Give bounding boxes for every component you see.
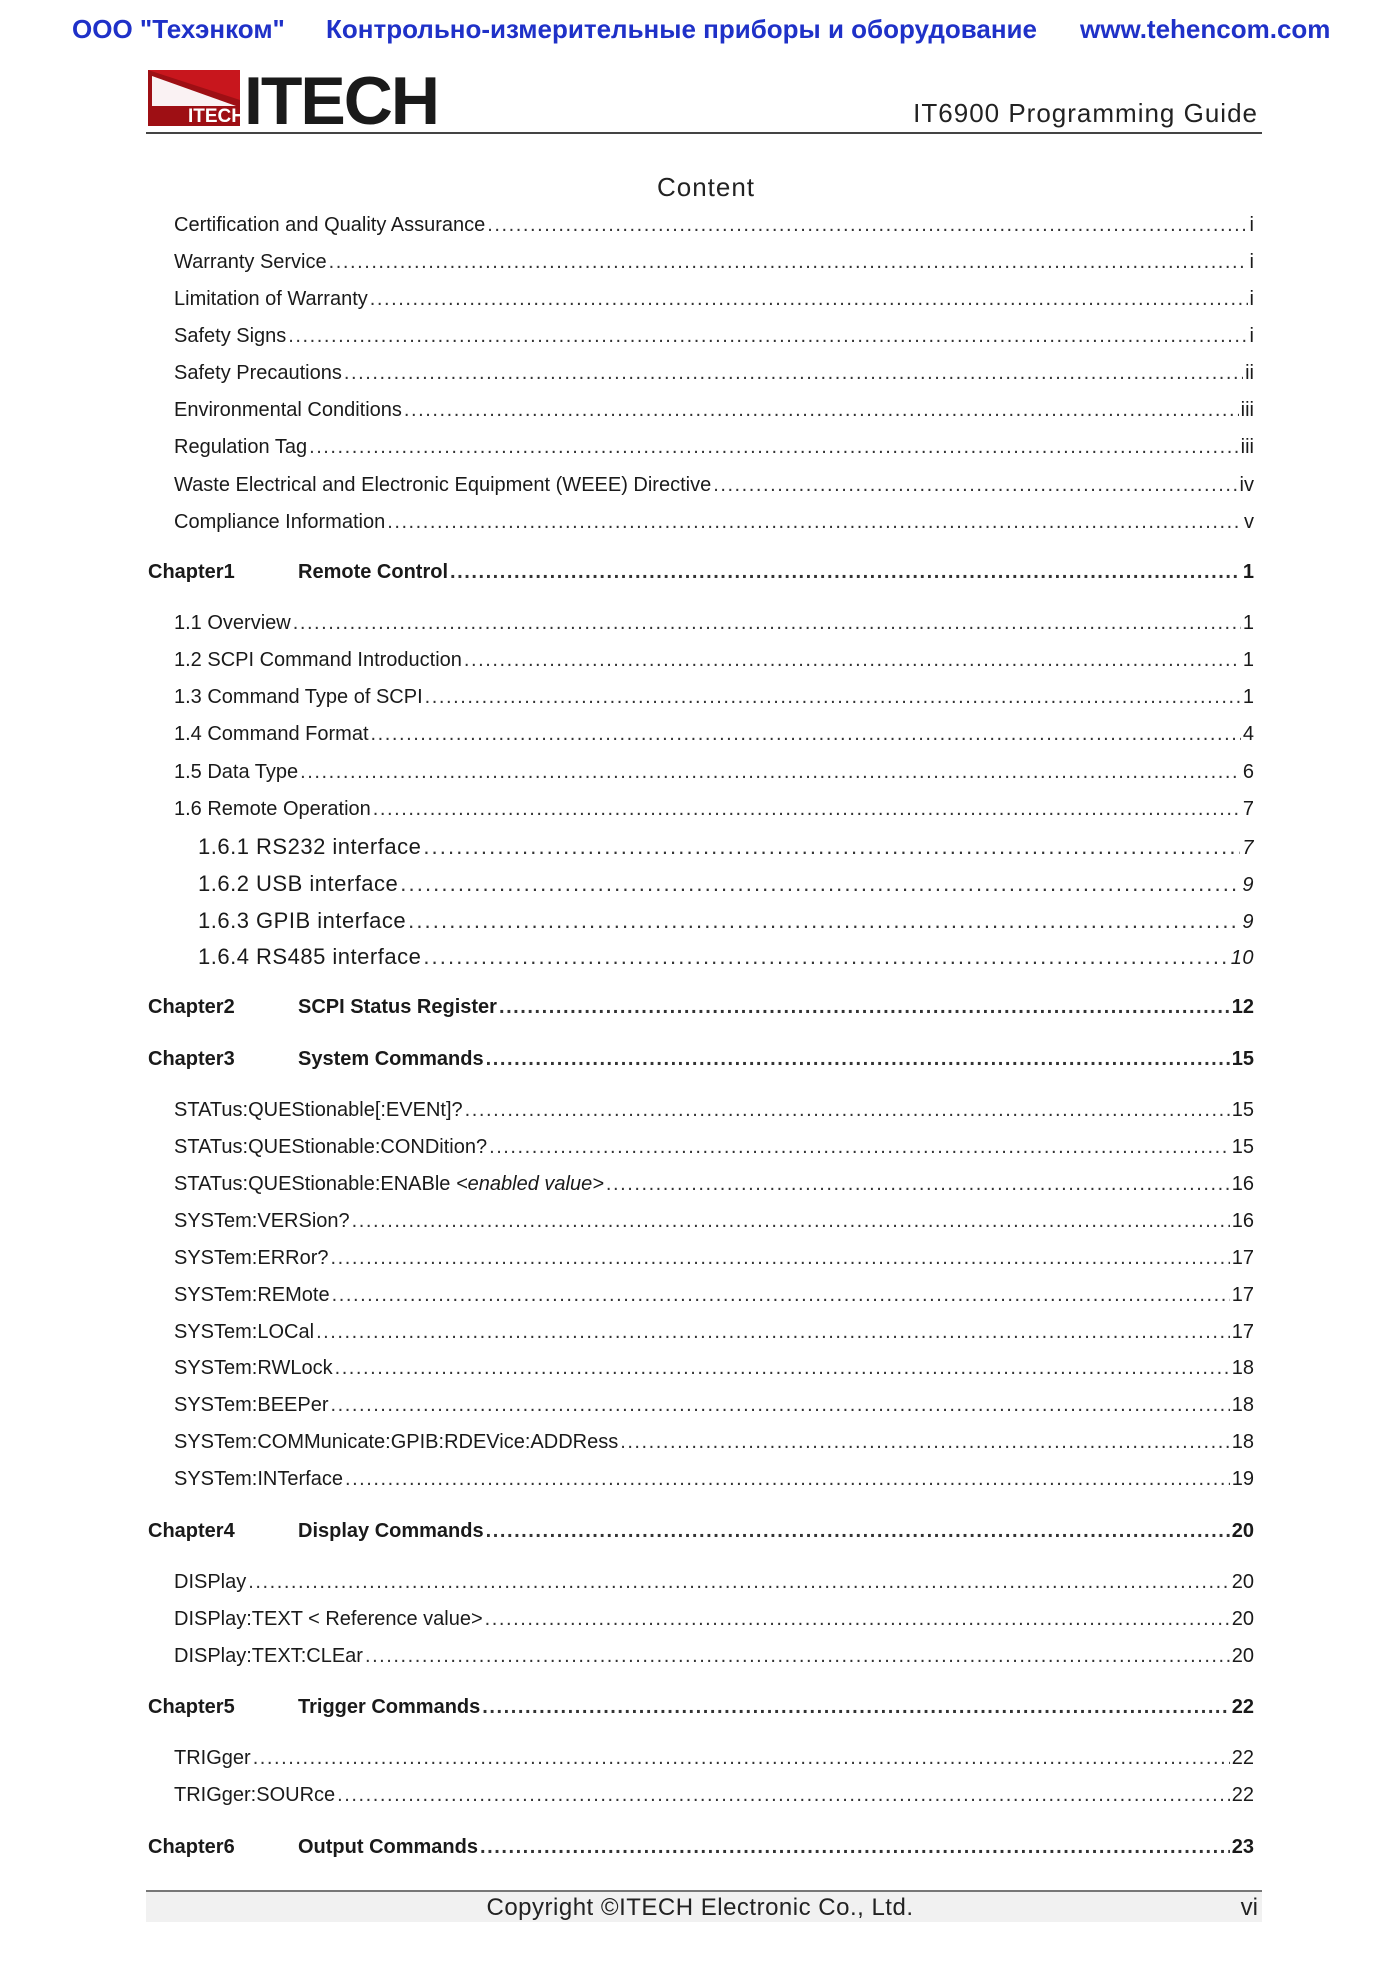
toc-label (198, 908, 406, 934)
toc-label (198, 871, 398, 897)
toc-label (174, 1608, 483, 1631)
dot-leader (331, 1394, 1230, 1417)
copyright: Copyright ©ITECH Electronic Co., Ltd. (486, 1894, 914, 1921)
toc-title-parameter: <enabled value> (455, 1173, 604, 1195)
toc-title: Warranty Service (174, 251, 327, 273)
toc-title: 1.1 Overview (174, 612, 291, 634)
toc-label (148, 561, 448, 584)
toc-page-number: 10 (1230, 947, 1254, 969)
toc-entry[interactable] (174, 1321, 1254, 1344)
toc-label (174, 761, 298, 784)
dot-leader (370, 288, 1248, 311)
toc-entry[interactable] (174, 798, 1254, 821)
toc-page-number: v (1244, 511, 1254, 533)
toc-label (174, 1784, 335, 1807)
toc-entry[interactable] (174, 511, 1254, 534)
dot-leader (309, 436, 1239, 459)
toc-page-number: 20 (1231, 1608, 1254, 1630)
toc-page-number: 1 (1242, 561, 1254, 583)
toc-entry[interactable] (174, 1571, 1254, 1594)
toc-page-number: 1 (1242, 686, 1254, 708)
toc-label (174, 1136, 487, 1159)
toc-entry[interactable] (174, 1747, 1254, 1770)
toc-chapter[interactable] (148, 1520, 1254, 1543)
toc-page-number: 18 (1231, 1431, 1254, 1453)
toc-title: Environmental Conditions (174, 399, 402, 421)
toc-title: Safety Precautions (174, 362, 342, 384)
toc-title: DISPlay (174, 1571, 247, 1593)
toc-title: Safety Signs (174, 325, 287, 347)
toc-entry[interactable] (174, 288, 1254, 311)
toc-subsection[interactable] (198, 908, 1254, 934)
toc-title: SYSTem:INTerface (174, 1468, 343, 1490)
toc-entry[interactable] (174, 325, 1254, 348)
toc-label (148, 1520, 484, 1543)
dot-leader (373, 798, 1241, 821)
toc-title: 1.6.1 RS232 interface (198, 834, 422, 859)
chapter-number: Chapter1 (148, 561, 235, 583)
toc-label (174, 686, 423, 709)
toc-label (174, 1394, 329, 1417)
page-number: vi (1240, 1894, 1258, 1921)
toc-page-number: 7 (1242, 837, 1254, 859)
toc-title: STATus:QUEStionable:ENABle (174, 1173, 451, 1195)
dot-leader (425, 686, 1241, 709)
toc-subsection[interactable] (198, 834, 1254, 860)
toc-label (174, 511, 385, 534)
dot-leader (620, 1431, 1230, 1454)
toc-title: 1.5 Data Type (174, 761, 299, 783)
dot-leader (423, 944, 1228, 970)
dot-leader (337, 1784, 1230, 1807)
guide-title: IT6900 Programming Guide (913, 98, 1258, 128)
toc-label (174, 612, 291, 635)
toc-label (174, 1357, 333, 1380)
toc-title: 1.2 SCPI Command Introduction (174, 649, 462, 671)
dot-leader (482, 1696, 1229, 1719)
toc-page-number: 1 (1242, 649, 1254, 671)
dot-leader (486, 1048, 1230, 1071)
toc-page-number: i (1249, 325, 1254, 347)
toc-title: 1.6.2 USB interface (198, 871, 399, 896)
toc-label (148, 1696, 480, 1719)
toc-page-number: 4 (1242, 723, 1254, 745)
toc-title: 1.6.4 RS485 interface (198, 944, 422, 969)
toc-title: Trigger Commands (298, 1696, 481, 1718)
toc-page-number: 18 (1231, 1394, 1254, 1416)
dot-leader (400, 871, 1240, 897)
content-heading: Content (656, 172, 756, 202)
toc-entry[interactable] (174, 649, 1254, 672)
toc-title: SYSTem:ERRor? (174, 1247, 329, 1269)
toc-entry[interactable] (174, 1468, 1254, 1491)
toc-label (174, 1284, 330, 1307)
dot-leader (464, 649, 1241, 672)
toc-label (174, 1468, 343, 1491)
toc-label (174, 1431, 618, 1454)
toc-label (174, 1247, 329, 1270)
toc-label (198, 944, 421, 970)
toc-page-number: 9 (1242, 874, 1254, 896)
toc-title: Remote Control (298, 561, 448, 583)
toc-title: Output Commands (298, 1836, 478, 1858)
dot-leader (293, 612, 1241, 635)
toc-page-number: 9 (1242, 911, 1254, 933)
toc-label (174, 474, 711, 497)
toc-label (174, 723, 369, 746)
toc-label (174, 251, 327, 274)
toc-entry[interactable] (174, 362, 1254, 385)
dot-leader (248, 1571, 1230, 1594)
toc-title: TRIGger:SOURce (174, 1784, 336, 1806)
toc-title: DISPlay:TEXT < Reference value> (174, 1608, 483, 1630)
dot-leader (713, 474, 1237, 497)
dot-leader (480, 1836, 1230, 1859)
toc-entry[interactable] (174, 686, 1254, 709)
toc-title: DISPlay:TEXT:CLEar (174, 1645, 363, 1667)
dot-leader (352, 1210, 1230, 1233)
toc-entry[interactable] (174, 399, 1254, 422)
toc-title: SCPI Status Register (298, 996, 497, 1018)
dot-leader (253, 1747, 1230, 1770)
toc-entry[interactable] (174, 1284, 1254, 1307)
toc-label (148, 996, 497, 1019)
dot-leader (365, 1645, 1230, 1668)
toc-title: Regulation Tag (174, 436, 308, 458)
toc-title: Waste Electrical and Electronic Equipment (WEEE) Directive (174, 474, 712, 496)
toc-title: SYSTem:REMote (174, 1284, 330, 1306)
toc-chapter[interactable] (148, 1048, 1254, 1071)
dot-leader (465, 1099, 1230, 1122)
toc-label (174, 288, 368, 311)
toc-title: 1.6.3 GPIB interface (198, 908, 407, 933)
toc-label (174, 1645, 363, 1668)
toc-entry[interactable] (174, 1608, 1254, 1631)
toc-entry[interactable] (174, 251, 1254, 274)
dot-leader (329, 251, 1248, 274)
toc-label (174, 362, 342, 385)
website-link[interactable]: www.tehencom.com (1080, 14, 1331, 44)
dot-leader (371, 723, 1241, 746)
toc-page-number: 23 (1231, 1836, 1254, 1858)
toc-label (174, 649, 462, 672)
toc-label (174, 1321, 314, 1344)
dot-leader (404, 399, 1239, 422)
toc-entry[interactable] (174, 761, 1254, 784)
company-name: ООО "Техэнком" (72, 14, 285, 44)
chapter-number: Chapter2 (148, 996, 235, 1018)
toc-entry[interactable] (174, 1247, 1254, 1270)
toc-label (174, 325, 286, 348)
toc-title: STATus:QUEStionable:CONDition? (174, 1136, 488, 1158)
toc-label (174, 1747, 251, 1770)
toc-page-number: ii (1245, 362, 1254, 384)
toc-title: Display Commands (298, 1520, 484, 1542)
toc-page-number: iii (1240, 436, 1254, 458)
toc-label (174, 399, 402, 422)
toc-title: SYSTem:RWLock (174, 1357, 333, 1379)
toc-chapter[interactable] (148, 1696, 1254, 1719)
toc-page-number: 15 (1231, 1136, 1254, 1158)
dot-leader (489, 1136, 1230, 1159)
toc-page-number: 20 (1231, 1645, 1254, 1667)
toc-title: 1.3 Command Type of SCPI (174, 686, 423, 708)
toc-title: STATus:QUEStionable[:EVENt]? (174, 1099, 463, 1121)
toc-label (174, 214, 485, 237)
toc-chapter[interactable] (148, 1836, 1254, 1859)
toc-page-number: iv (1239, 474, 1254, 496)
toc-title: SYSTem:COMMunicate:GPIB:RDEVice:ADDRess (174, 1431, 619, 1453)
dot-leader (606, 1173, 1230, 1196)
dot-leader (335, 1357, 1230, 1380)
toc-entry[interactable] (174, 1210, 1254, 1233)
toc-title: System Commands (298, 1048, 484, 1070)
toc-label (148, 1048, 484, 1071)
toc-page-number: 17 (1231, 1247, 1254, 1269)
toc-page-number: 20 (1231, 1571, 1254, 1593)
toc-page-number: 17 (1231, 1284, 1254, 1306)
dot-leader (387, 511, 1242, 534)
toc-entry[interactable] (174, 214, 1254, 237)
dot-leader (485, 1608, 1230, 1631)
toc-chapter[interactable] (148, 996, 1254, 1019)
toc-page-number: 22 (1231, 1747, 1254, 1769)
dot-leader (300, 761, 1241, 784)
dot-leader (450, 561, 1241, 584)
toc-entry[interactable] (174, 1173, 1254, 1196)
dot-leader (345, 1468, 1230, 1491)
toc-title: Limitation of Warranty (174, 288, 368, 310)
dot-leader (316, 1321, 1230, 1344)
toc-label (174, 798, 371, 821)
toc-entry[interactable] (174, 1136, 1254, 1159)
chapter-number: Chapter5 (148, 1696, 235, 1718)
toc-label (174, 1173, 604, 1196)
toc-label (174, 1099, 463, 1122)
chapter-number: Chapter3 (148, 1048, 235, 1070)
logo-small-text: ITECH (188, 106, 245, 127)
toc-label (148, 1836, 478, 1859)
toc-entry[interactable] (174, 1394, 1254, 1417)
toc-title: 1.6 Remote Operation (174, 798, 371, 820)
toc-label (198, 834, 421, 860)
toc-page-number: i (1249, 214, 1254, 236)
toc-page-number: 22 (1231, 1696, 1254, 1718)
toc-title: 1.4 Command Format (174, 723, 369, 745)
banner-tagline: Контрольно-измерительные приборы и оборудование (326, 14, 1037, 44)
toc-page-number: 19 (1231, 1468, 1254, 1490)
toc-page-number: i (1249, 251, 1254, 273)
toc-page-number: 18 (1231, 1357, 1254, 1379)
toc-title: SYSTem:LOCal (174, 1321, 315, 1343)
toc-entry[interactable] (174, 474, 1254, 497)
toc-title: Compliance Information (174, 511, 386, 533)
toc-entry[interactable] (174, 612, 1254, 635)
toc-entry[interactable] (174, 1784, 1254, 1807)
toc-page-number: iii (1240, 399, 1254, 421)
chapter-number: Chapter6 (148, 1836, 235, 1858)
dot-leader (288, 325, 1247, 348)
toc-entry[interactable] (174, 436, 1254, 459)
toc-entry[interactable] (174, 1357, 1254, 1380)
toc-subsection[interactable] (198, 944, 1254, 970)
dot-leader (486, 1520, 1230, 1543)
toc-page-number: 1 (1242, 612, 1254, 634)
toc-page-number: 15 (1231, 1048, 1254, 1070)
toc-label (174, 1571, 246, 1594)
dot-leader (344, 362, 1243, 385)
toc-title: Certification and Quality Assurance (174, 214, 486, 236)
dot-leader (499, 996, 1230, 1019)
dot-leader (487, 214, 1247, 237)
toc-page-number: 17 (1231, 1321, 1254, 1343)
toc-page-number: i (1249, 288, 1254, 310)
toc-page-number: 12 (1231, 996, 1254, 1018)
toc-title: SYSTem:BEEPer (174, 1394, 329, 1416)
logo-wordmark: ITECH (244, 66, 438, 130)
toc-label (174, 1210, 350, 1233)
toc-page-number: 16 (1231, 1173, 1254, 1195)
toc-title: TRIGger (174, 1747, 251, 1769)
toc-page-number: 6 (1242, 761, 1254, 783)
toc-page-number: 15 (1231, 1099, 1254, 1121)
toc-page-number: 16 (1231, 1210, 1254, 1232)
toc-entry[interactable] (174, 1431, 1254, 1454)
toc-entry[interactable] (174, 1099, 1254, 1122)
toc-entry[interactable] (174, 1645, 1254, 1668)
toc-page-number: 20 (1231, 1520, 1254, 1542)
toc-page-number: 22 (1231, 1784, 1254, 1806)
dot-leader (423, 834, 1240, 860)
dot-leader (332, 1284, 1230, 1307)
dot-leader (331, 1247, 1230, 1270)
toc-entry[interactable] (174, 723, 1254, 746)
toc-page-number: 7 (1242, 798, 1254, 820)
toc-title: SYSTem:VERSion? (174, 1210, 350, 1232)
toc-subsection[interactable] (198, 871, 1254, 897)
toc-chapter[interactable] (148, 561, 1254, 584)
dot-leader (408, 908, 1240, 934)
chapter-number: Chapter4 (148, 1520, 235, 1542)
toc-label (174, 436, 307, 459)
